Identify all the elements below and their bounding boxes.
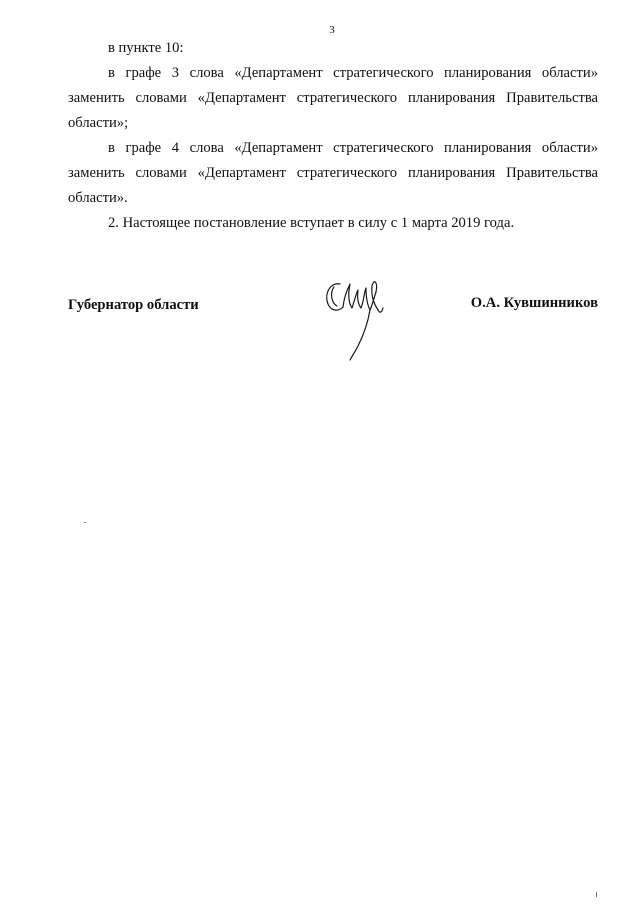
signatory-name: О.А. Кувшинников xyxy=(470,295,598,311)
scan-speck xyxy=(84,522,86,523)
page-number: 3 xyxy=(329,24,335,36)
document-body xyxy=(68,36,598,236)
scan-speck xyxy=(596,892,597,897)
paragraph-column-4-replacement: в графе 4 слова «Департамент стратегического планирования области» заменить словами «Департамент стратегического планирования Правительства области». xyxy=(68,140,598,206)
signatory-title: Губернатор области xyxy=(68,297,199,313)
paragraph-column-3-replacement: в графе 3 слова «Департамент стратегического планирования области» заменить словами «Департамент стратегического планирования Правительства области»; xyxy=(68,65,598,131)
handwritten-signature-icon xyxy=(322,270,392,365)
signature-block xyxy=(68,270,598,370)
paragraph-effective-date: 2. Настоящее постановление вступает в силу с 1 марта 2019 года. xyxy=(108,215,515,231)
paragraph-item-10-intro: в пункте 10: xyxy=(108,40,184,56)
